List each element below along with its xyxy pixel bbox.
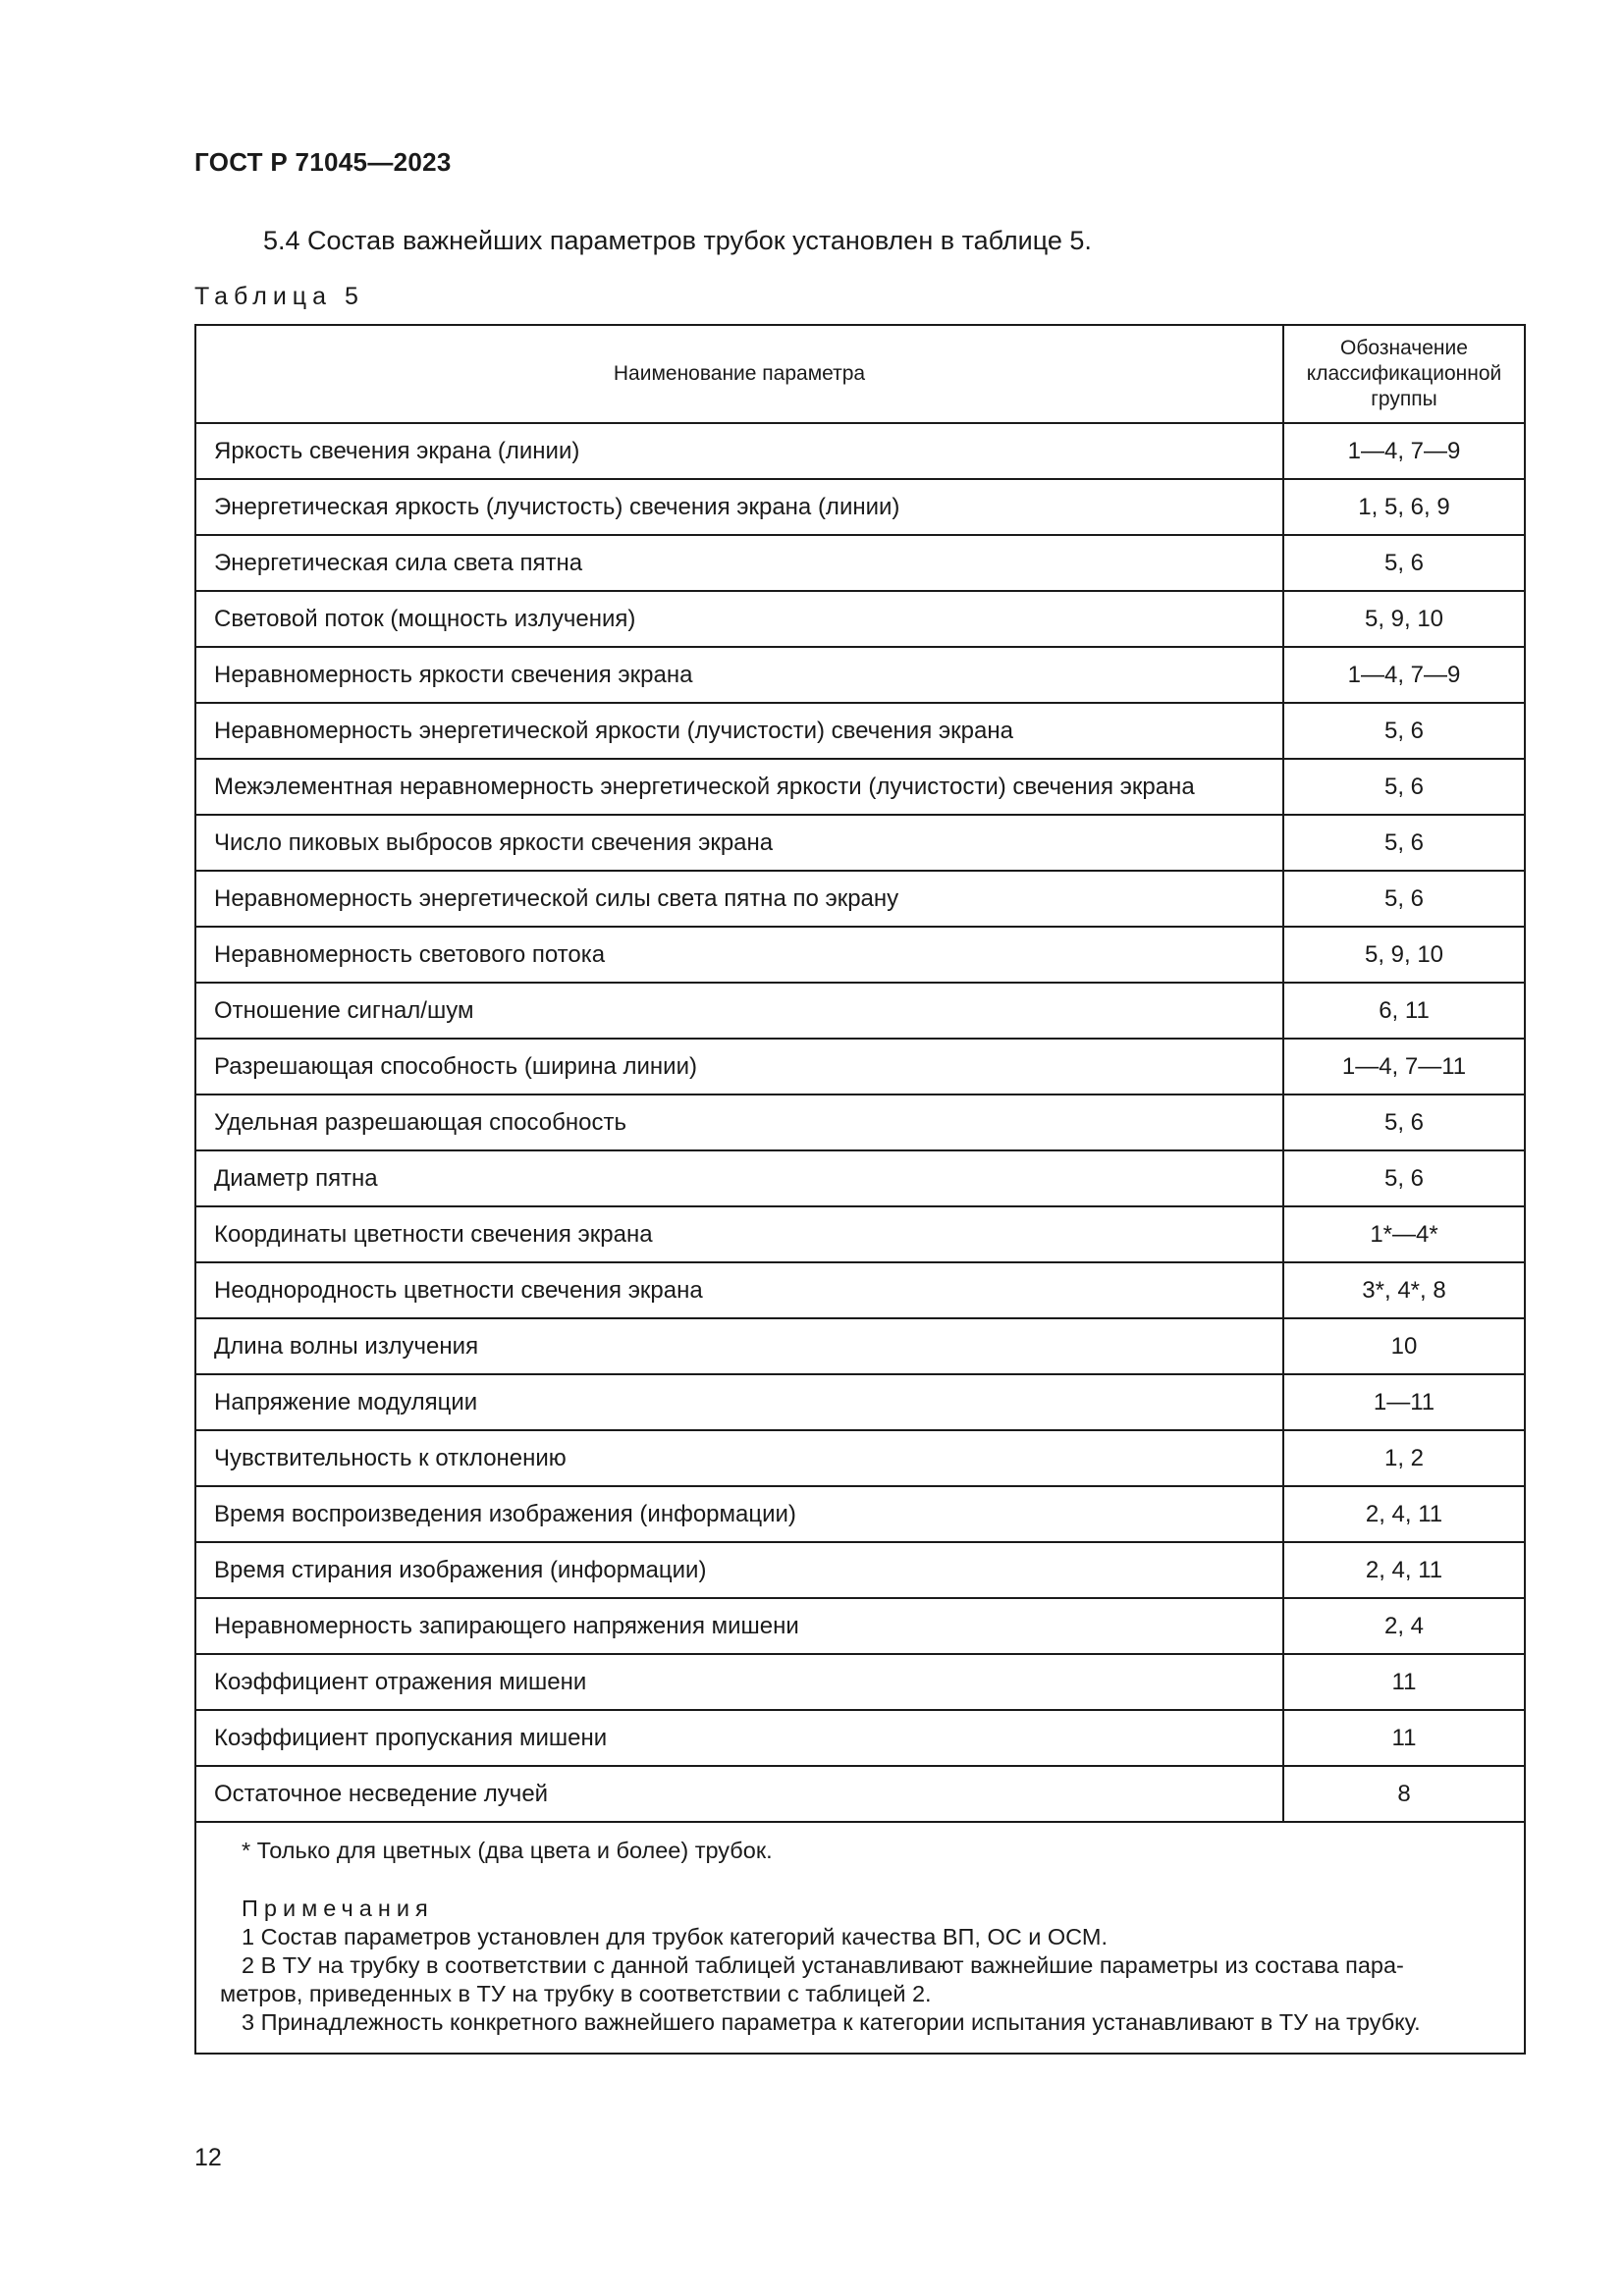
- table-row: [195, 1598, 1525, 1654]
- parameter-name-cell: Диаметр пятна: [195, 1150, 1283, 1206]
- group-designation-cell: 1, 2: [1283, 1430, 1525, 1486]
- table-row: [195, 871, 1525, 927]
- parameter-name-cell: Неравномерность яркости свечения экрана: [195, 647, 1283, 703]
- group-designation-cell: 2, 4, 11: [1283, 1542, 1525, 1598]
- document-code: ГОСТ Р 71045—2023: [194, 147, 452, 177]
- group-designation-cell: 2, 4: [1283, 1598, 1525, 1654]
- note-2: 2 В ТУ на трубку в соответствии с данной таблицей устанавливают важнейшие параметры из состава пара-: [242, 1952, 1404, 1978]
- group-designation-cell: 1—4, 7—9: [1283, 423, 1525, 479]
- table-row: [195, 423, 1525, 479]
- group-designation-cell: 10: [1283, 1318, 1525, 1374]
- column-header-group-line: группы: [1371, 388, 1437, 410]
- column-header-group: [1283, 325, 1525, 423]
- parameter-name-cell: Неравномерность запирающего напряжения мишени: [195, 1598, 1283, 1654]
- parameter-name-cell: Световой поток (мощность излучения): [195, 591, 1283, 647]
- parameter-name-cell: Остаточное несведение лучей: [195, 1766, 1283, 1822]
- table-caption: Таблица 5: [194, 283, 364, 310]
- parameter-name-cell: Коэффициент пропускания мишени: [195, 1710, 1283, 1766]
- table-row: [195, 1039, 1525, 1095]
- parameter-name-cell: Координаты цветности свечения экрана: [195, 1206, 1283, 1262]
- table-body: [195, 423, 1525, 2054]
- parameter-name-cell: Время стирания изображения (информации): [195, 1542, 1283, 1598]
- parameter-name-cell: Межэлементная неравномерность энергетической яркости (лучистости) свечения экрана: [195, 759, 1283, 815]
- table-row: [195, 1710, 1525, 1766]
- column-header-group-line: классификационной: [1306, 362, 1502, 385]
- group-designation-cell: 6, 11: [1283, 983, 1525, 1039]
- note-2-continuation: метров, приведенных в ТУ на трубку в соответствии с таблицей 2.: [220, 1981, 932, 2006]
- table-row: [195, 983, 1525, 1039]
- table-row: [195, 703, 1525, 759]
- table-row: [195, 1262, 1525, 1318]
- table-row: [195, 1486, 1525, 1542]
- intro-paragraph: 5.4 Состав важнейших параметров трубок установлен в таблице 5.: [263, 226, 1092, 255]
- parameter-name-cell: Неоднородность цветности свечения экрана: [195, 1262, 1283, 1318]
- group-designation-cell: 1—4, 7—9: [1283, 647, 1525, 703]
- group-designation-cell: 11: [1283, 1654, 1525, 1710]
- table-row: [195, 1654, 1525, 1710]
- parameter-name-cell: Чувствительность к отклонению: [195, 1430, 1283, 1486]
- parameters-table: [194, 324, 1526, 2055]
- group-designation-cell: 5, 6: [1283, 535, 1525, 591]
- table-row: [195, 591, 1525, 647]
- table-row: [195, 927, 1525, 983]
- parameter-name-cell: Неравномерность энергетической силы света пятна по экрану: [195, 871, 1283, 927]
- parameter-name-cell: Неравномерность энергетической яркости (лучистости) свечения экрана: [195, 703, 1283, 759]
- parameter-name-cell: Удельная разрешающая способность: [195, 1095, 1283, 1150]
- group-designation-cell: 1*—4*: [1283, 1206, 1525, 1262]
- notes-title: Примечания: [242, 1896, 434, 1921]
- parameter-name-cell: Число пиковых выбросов яркости свечения экрана: [195, 815, 1283, 871]
- table-row: [195, 1766, 1525, 1822]
- table-row: [195, 535, 1525, 591]
- column-header-name: Наименование параметра: [195, 325, 1283, 423]
- table-footnote: * Только для цветных (два цвета и более) трубок.: [242, 1838, 773, 1863]
- column-header-group-line: Обозначение: [1340, 337, 1468, 359]
- group-designation-cell: 5, 9, 10: [1283, 591, 1525, 647]
- parameter-name-cell: Отношение сигнал/шум: [195, 983, 1283, 1039]
- parameter-name-cell: Яркость свечения экрана (линии): [195, 423, 1283, 479]
- table-row: [195, 815, 1525, 871]
- table-row: [195, 1430, 1525, 1486]
- table-row: [195, 1374, 1525, 1430]
- table-row: [195, 647, 1525, 703]
- group-designation-cell: 11: [1283, 1710, 1525, 1766]
- parameter-name-cell: Коэффициент отражения мишени: [195, 1654, 1283, 1710]
- parameter-name-cell: Энергетическая яркость (лучистость) свечения экрана (линии): [195, 479, 1283, 535]
- group-designation-cell: 5, 6: [1283, 703, 1525, 759]
- table-row: [195, 1318, 1525, 1374]
- group-designation-cell: 5, 6: [1283, 759, 1525, 815]
- table-row: [195, 1206, 1525, 1262]
- table-row: [195, 1542, 1525, 1598]
- table-row: [195, 1150, 1525, 1206]
- group-designation-cell: 5, 6: [1283, 1150, 1525, 1206]
- parameter-name-cell: Длина волны излучения: [195, 1318, 1283, 1374]
- table-header-row: [195, 325, 1525, 423]
- group-designation-cell: 1, 5, 6, 9: [1283, 479, 1525, 535]
- parameter-name-cell: Разрешающая способность (ширина линии): [195, 1039, 1283, 1095]
- parameter-name-cell: Энергетическая сила света пятна: [195, 535, 1283, 591]
- group-designation-cell: 3*, 4*, 8: [1283, 1262, 1525, 1318]
- group-designation-cell: 5, 6: [1283, 871, 1525, 927]
- page-number: 12: [194, 2144, 222, 2171]
- group-designation-cell: 5, 6: [1283, 815, 1525, 871]
- parameter-name-cell: Неравномерность светового потока: [195, 927, 1283, 983]
- group-designation-cell: 1—4, 7—11: [1283, 1039, 1525, 1095]
- group-designation-cell: 2, 4, 11: [1283, 1486, 1525, 1542]
- note-1: 1 Состав параметров установлен для трубок категорий качества ВП, ОС и ОСМ.: [242, 1924, 1108, 1949]
- group-designation-cell: 5, 9, 10: [1283, 927, 1525, 983]
- group-designation-cell: 5, 6: [1283, 1095, 1525, 1150]
- table-row: [195, 1095, 1525, 1150]
- table-row: [195, 479, 1525, 535]
- table-row: [195, 759, 1525, 815]
- note-3: 3 Принадлежность конкретного важнейшего параметра к категории испытания устанавливают в ТУ на трубку.: [242, 2009, 1421, 2035]
- parameter-name-cell: Время воспроизведения изображения (информации): [195, 1486, 1283, 1542]
- group-designation-cell: 1—11: [1283, 1374, 1525, 1430]
- table-notes: [195, 1822, 1525, 2054]
- group-designation-cell: 8: [1283, 1766, 1525, 1822]
- parameter-name-cell: Напряжение модуляции: [195, 1374, 1283, 1430]
